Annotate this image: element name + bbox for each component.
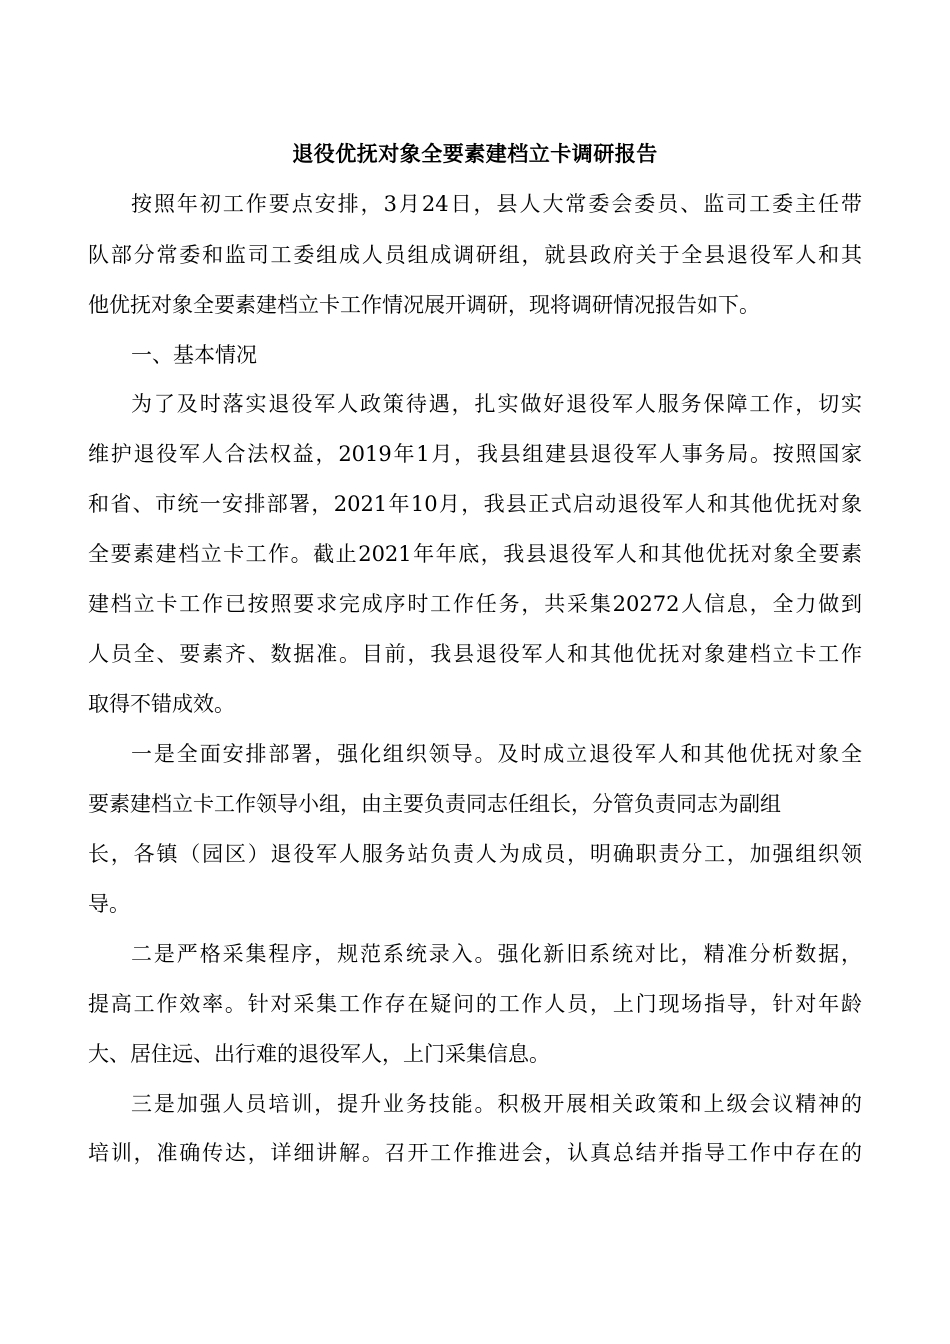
paragraph-line: 按照年初工作要点安排，3月24日，县人大常委会委员、监司工委主任带	[131, 192, 862, 216]
paragraph-line: 导。	[88, 892, 130, 916]
paragraph-line: 和省、市统一安排部署，2021年10月，我县正式启动退役军人和其他优抚对象	[88, 492, 862, 516]
paragraph-line: 为了及时落实退役军人政策待遇，扎实做好退役军人服务保障工作，切实	[131, 392, 862, 416]
paragraph-line: 他优抚对象全要素建档立卡工作情况展开调研，现将调研情况报告如下。	[88, 293, 760, 317]
paragraph-line: 队部分常委和监司工委组成人员组成调研组，就县政府关于全县退役军人和其	[88, 243, 862, 267]
paragraph-line: 三是加强人员培训，提升业务技能。积极开展相关政策和上级会议精神的	[131, 1092, 862, 1116]
paragraph-line: 二是严格采集程序，规范系统录入。强化新旧系统对比，精准分析数据，	[131, 942, 862, 966]
paragraph-line: 维护退役军人合法权益，2019年1月，我县组建县退役军人事务局。按照国家	[88, 442, 862, 466]
paragraph-line: 培训，准确传达，详细讲解。召开工作推进会，认真总结并指导工作中存在的	[88, 1141, 862, 1165]
paragraph-line: 一是全面安排部署，强化组织领导。及时成立退役军人和其他优抚对象全	[131, 742, 862, 766]
paragraph-line: 大、居住远、出行难的退役军人，上门采集信息。	[88, 1042, 550, 1066]
paragraph-line: 提高工作效率。针对采集工作存在疑问的工作人员，上门现场指导，针对年龄	[88, 992, 862, 1016]
paragraph-line: 人员全、要素齐、数据准。目前，我县退役军人和其他优抚对象建档立卡工作	[88, 642, 862, 666]
paragraph-line: 要素建档立卡工作领导小组，由主要负责同志任组长，分管负责同志为副组	[88, 792, 781, 816]
paragraph-line: 全要素建档立卡工作。截止2021年年底，我县退役军人和其他优抚对象全要素	[88, 542, 862, 566]
section-heading: 一、基本情况	[131, 343, 257, 367]
paragraph-line: 建档立卡工作已按照要求完成序时工作任务，共采集20272人信息，全力做到	[88, 592, 862, 616]
document-title: 退役优抚对象全要素建档立卡调研报告	[292, 141, 658, 166]
paragraph-line: 取得不错成效。	[88, 692, 235, 716]
paragraph-line: 长，各镇（园区）退役军人服务站负责人为成员，明确职责分工，加强组织领	[88, 842, 862, 866]
